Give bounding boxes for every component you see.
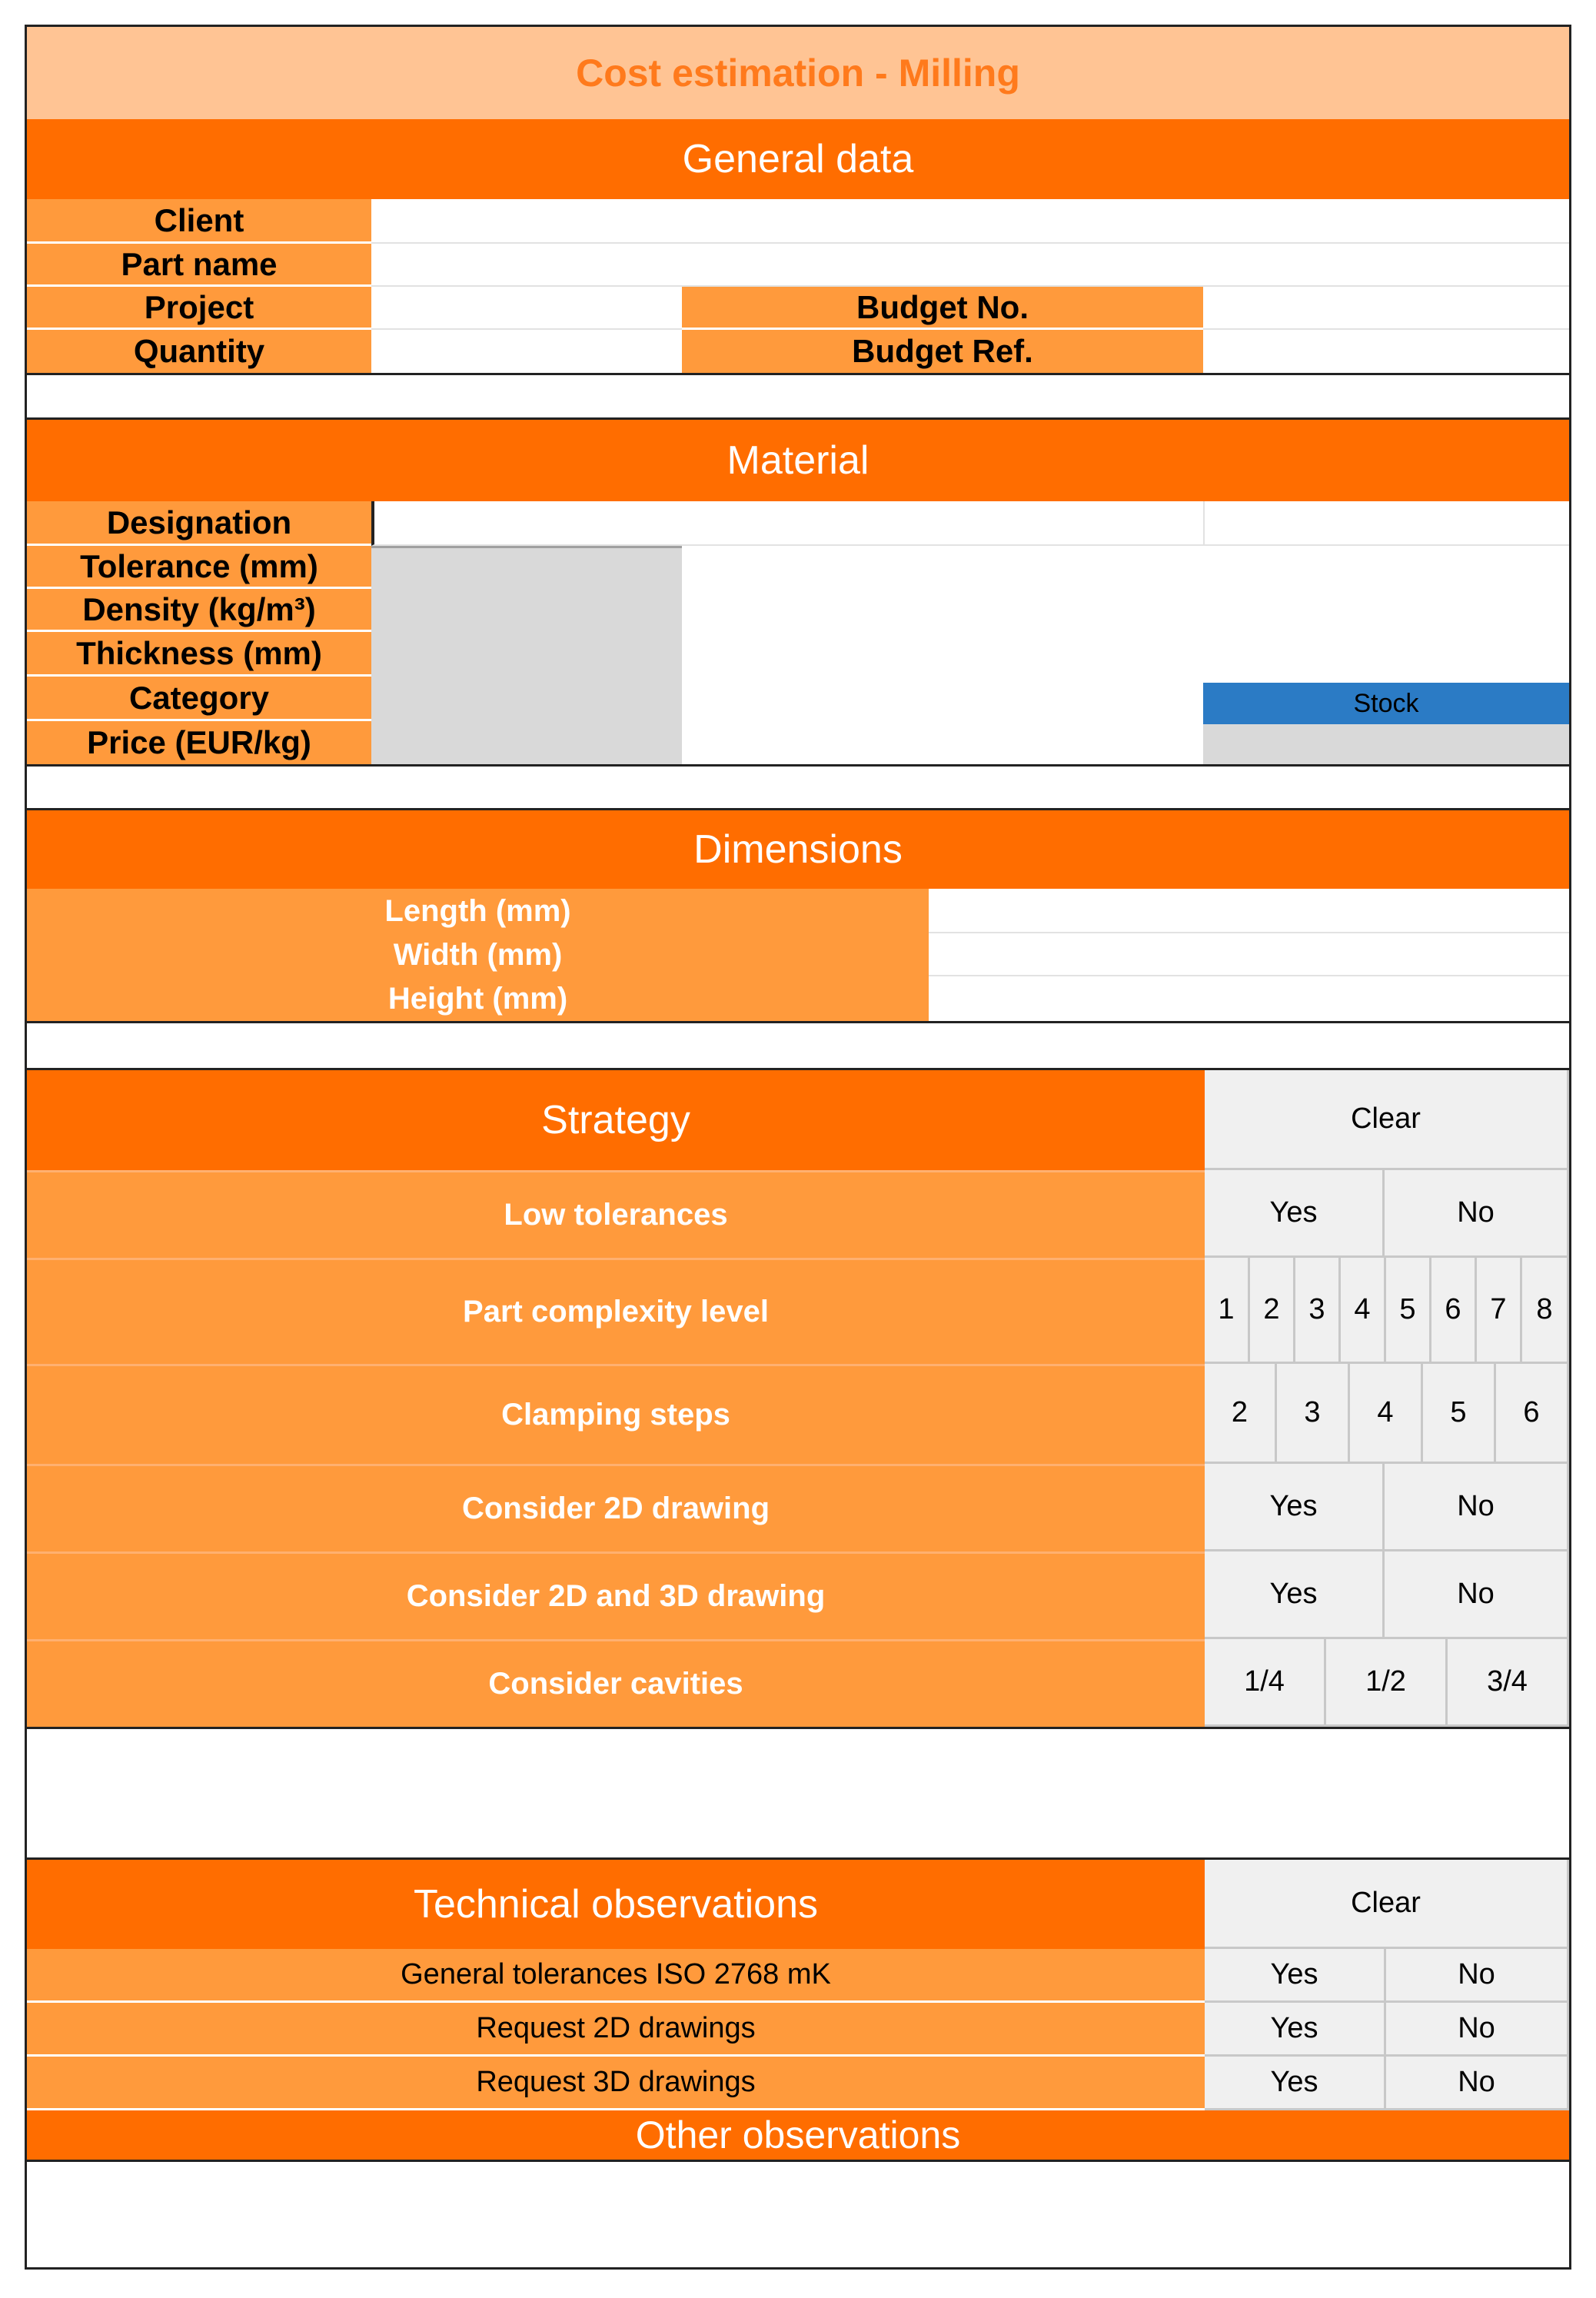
iso-tolerances-yes-button[interactable]: Yes bbox=[1205, 1949, 1386, 2003]
length-field[interactable] bbox=[929, 889, 1569, 933]
technical-observations-header: Technical observations bbox=[27, 1860, 1205, 1949]
complexity-7-button[interactable]: 7 bbox=[1477, 1258, 1522, 1364]
iso-tolerances-no-button[interactable]: No bbox=[1386, 1949, 1569, 2003]
form-title: Cost estimation - Milling bbox=[27, 27, 1569, 119]
complexity-3-button[interactable]: 3 bbox=[1295, 1258, 1341, 1364]
complexity-1-button[interactable]: 1 bbox=[1205, 1258, 1250, 1364]
consider-2d-no-button[interactable]: No bbox=[1385, 1464, 1569, 1551]
consider-2d-3d-yes-button[interactable]: Yes bbox=[1205, 1551, 1385, 1639]
consider-cavities-label: Consider cavities bbox=[27, 1639, 1205, 1727]
strategy-clear-button[interactable]: Clear bbox=[1205, 1070, 1569, 1170]
designation-field[interactable] bbox=[371, 501, 1203, 546]
height-field[interactable] bbox=[929, 976, 1569, 1021]
budget-no-field[interactable] bbox=[1203, 287, 1569, 330]
request-3d-yes-button[interactable]: Yes bbox=[1205, 2057, 1386, 2110]
consider-2d-3d-no-button[interactable]: No bbox=[1385, 1551, 1569, 1639]
quantity-field[interactable] bbox=[371, 330, 682, 373]
density-label: Density (kg/m³) bbox=[27, 589, 371, 632]
low-tolerances-no-button[interactable]: No bbox=[1385, 1170, 1569, 1258]
complexity-4-button[interactable]: 4 bbox=[1341, 1258, 1386, 1364]
designation-extra-field[interactable] bbox=[1203, 501, 1569, 546]
other-observations-field[interactable] bbox=[27, 2162, 1569, 2267]
cost-estimation-form bbox=[25, 25, 1571, 2270]
dimensions-header: Dimensions bbox=[27, 810, 1569, 889]
complexity-6-button[interactable]: 6 bbox=[1431, 1258, 1477, 1364]
width-label: Width (mm) bbox=[27, 933, 929, 976]
consider-2d-label: Consider 2D drawing bbox=[27, 1464, 1205, 1551]
clamping-3-button[interactable]: 3 bbox=[1277, 1364, 1350, 1464]
stock-value-area bbox=[1203, 724, 1569, 764]
other-observations-header: Other observations bbox=[27, 2110, 1569, 2160]
general-data-header: General data bbox=[27, 119, 1569, 199]
quantity-label: Quantity bbox=[27, 330, 371, 373]
thickness-label: Thickness (mm) bbox=[27, 632, 371, 677]
complexity-8-button[interactable]: 8 bbox=[1522, 1258, 1569, 1364]
divider bbox=[27, 764, 1569, 767]
request-2d-no-button[interactable]: No bbox=[1386, 2003, 1569, 2057]
request-2d-yes-button[interactable]: Yes bbox=[1205, 2003, 1386, 2057]
complexity-2-button[interactable]: 2 bbox=[1250, 1258, 1295, 1364]
divider bbox=[27, 373, 1569, 375]
designation-label: Designation bbox=[27, 501, 371, 546]
clamping-6-button[interactable]: 6 bbox=[1496, 1364, 1569, 1464]
client-field[interactable] bbox=[371, 199, 1569, 244]
low-tolerances-yes-button[interactable]: Yes bbox=[1205, 1170, 1385, 1258]
divider bbox=[27, 1727, 1569, 1729]
iso-tolerances-label: General tolerances ISO 2768 mK bbox=[27, 1949, 1205, 2003]
complexity-5-button[interactable]: 5 bbox=[1386, 1258, 1431, 1364]
budget-ref-field[interactable] bbox=[1203, 330, 1569, 373]
part-name-label: Part name bbox=[27, 244, 371, 287]
tolerance-label: Tolerance (mm) bbox=[27, 546, 371, 589]
clamping-steps-label: Clamping steps bbox=[27, 1364, 1205, 1464]
project-field[interactable] bbox=[371, 287, 682, 330]
height-label: Height (mm) bbox=[27, 976, 929, 1021]
material-values-area bbox=[371, 546, 682, 764]
request-3d-label: Request 3D drawings bbox=[27, 2057, 1205, 2110]
cavities-half-button[interactable]: 1/2 bbox=[1326, 1639, 1448, 1727]
clamping-4-button[interactable]: 4 bbox=[1350, 1364, 1423, 1464]
category-label: Category bbox=[27, 677, 371, 721]
low-tolerances-label: Low tolerances bbox=[27, 1170, 1205, 1258]
part-name-field[interactable] bbox=[371, 244, 1569, 287]
consider-2d-yes-button[interactable]: Yes bbox=[1205, 1464, 1385, 1551]
project-label: Project bbox=[27, 287, 371, 330]
part-complexity-label: Part complexity level bbox=[27, 1258, 1205, 1364]
clamping-5-button[interactable]: 5 bbox=[1423, 1364, 1496, 1464]
length-label: Length (mm) bbox=[27, 889, 929, 933]
consider-2d-3d-label: Consider 2D and 3D drawing bbox=[27, 1551, 1205, 1639]
cavities-quarter-button[interactable]: 1/4 bbox=[1205, 1639, 1326, 1727]
stock-button[interactable]: Stock bbox=[1203, 683, 1569, 724]
width-field[interactable] bbox=[929, 933, 1569, 976]
price-label: Price (EUR/kg) bbox=[27, 721, 371, 764]
budget-ref-label: Budget Ref. bbox=[682, 330, 1203, 373]
budget-no-label: Budget No. bbox=[682, 287, 1203, 330]
technical-clear-button[interactable]: Clear bbox=[1205, 1860, 1569, 1949]
request-2d-label: Request 2D drawings bbox=[27, 2003, 1205, 2057]
cavities-three-quarter-button[interactable]: 3/4 bbox=[1448, 1639, 1569, 1727]
client-label: Client bbox=[27, 199, 371, 244]
clamping-2-button[interactable]: 2 bbox=[1205, 1364, 1277, 1464]
material-header: Material bbox=[27, 420, 1569, 501]
strategy-header: Strategy bbox=[27, 1070, 1205, 1170]
request-3d-no-button[interactable]: No bbox=[1386, 2057, 1569, 2110]
divider bbox=[27, 1021, 1569, 1023]
